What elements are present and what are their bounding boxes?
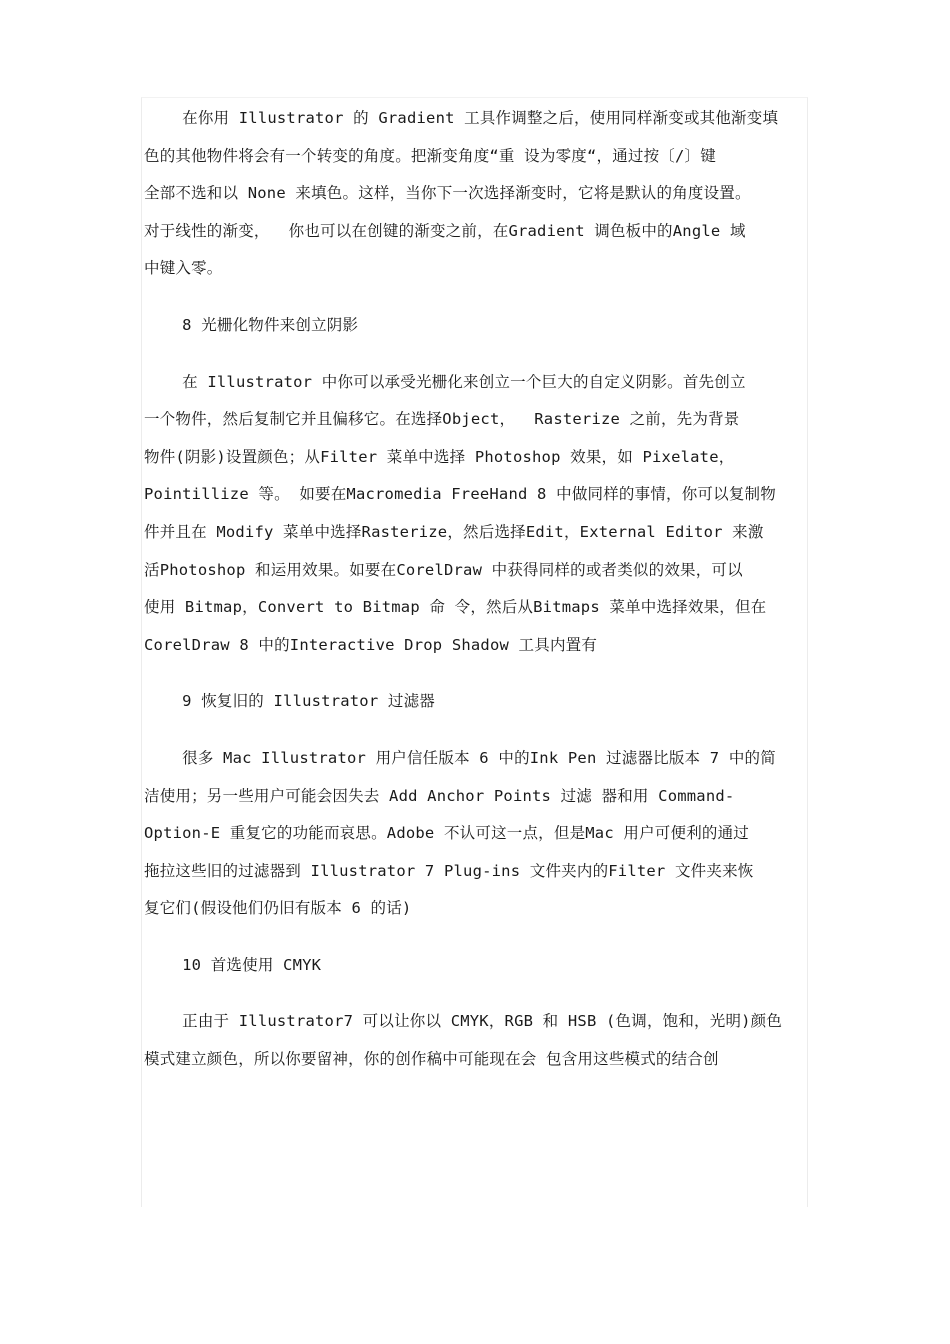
- paragraph-rasterize-shadow: [144, 364, 808, 665]
- text-line: 正由于 Illustrator7 可以让你以 CMYK，RGB 和 HSB (色调，饱和，光明)颜色: [144, 1012, 783, 1031]
- text-line: 在你用 Illustrator 的 Gradient 工具作调整之后，使用同样渐变或其他渐变填: [144, 109, 779, 127]
- text-line: Pointillize 等。 如要在Macromedia FreeHand 8 中做同样的事情，你可以复制物: [144, 485, 776, 504]
- text-line: CorelDraw 8 中的Interactive Drop Shadow 工具内置有: [144, 635, 598, 654]
- text-line: 对于线性的渐变， 你也可以在创键的渐变之前，在Gradient 调色板中的Angle 域: [144, 221, 746, 240]
- paragraph-gradient-angle: [144, 100, 808, 288]
- document-body: [144, 100, 808, 1079]
- heading-line: 8 光栅化物件来创立阴影: [144, 315, 359, 334]
- text-line: 色的其他物件将会有一个转变的角度。把渐变角度“重 设为零度“，通过按〔/〕键: [144, 146, 716, 165]
- text-line: 复它们(假设他们仍旧有版本 6 的话): [144, 899, 412, 918]
- paragraph-old-filters: [144, 740, 808, 928]
- section-heading-10: [144, 947, 808, 985]
- text-line: 拖拉这些旧的过滤器到 Illustrator 7 Plug-ins 文件夹内的Filter 文件夹来恢: [144, 861, 754, 880]
- text-line: 物件(阴影)设置颜色；从Filter 菜单中选择 Photoshop 效果，如 Pixelate，: [144, 447, 735, 466]
- text-line: 件并且在 Modify 菜单中选择Rasterize，然后选择Edit，External Editor 来激: [144, 522, 764, 541]
- text-line: Option-E 重复它的功能而哀思。Adobe 不认可这一点，但是Mac 用户可便利的通过: [144, 824, 750, 843]
- text-line: 洁使用；另一些用户可能会因失去 Add Anchor Points 过滤 器和用 Command-: [144, 786, 735, 805]
- text-line: 中键入零。: [144, 259, 223, 278]
- text-line: 使用 Bitmap，Convert to Bitmap 命 令，然后从Bitmaps 菜单中选择效果，但在: [144, 598, 767, 617]
- text-line: 活Photoshop 和运用效果。如要在CorelDraw 中获得同样的或者类似的效果，可以: [144, 560, 743, 579]
- section-heading-9: [144, 683, 808, 721]
- section-heading-8: [144, 307, 808, 345]
- text-line: 模式建立颜色，所以你要留神，你的创作稿中可能现在会 包含用这些模式的结合创: [144, 1050, 719, 1069]
- paragraph-cmyk: [144, 1003, 808, 1078]
- text-line: 一个物件，然后复制它并且偏移它。在选择Object， Rasterize 之前，先为背景: [144, 410, 740, 429]
- text-line: 在 Illustrator 中你可以承受光栅化来创立一个巨大的自定义阴影。首先创立: [144, 372, 746, 391]
- heading-line: 9 恢复旧的 Illustrator 过滤器: [144, 692, 436, 711]
- text-line: 全部不选和以 None 来填色。这样，当你下一次选择渐变时，它将是默认的角度设置。: [144, 184, 751, 203]
- text-line: 很多 Mac Illustrator 用户信任版本 6 中的Ink Pen 过滤器比版本 7 中的简: [144, 748, 776, 767]
- heading-line: 10 首选使用 CMYK: [144, 955, 322, 974]
